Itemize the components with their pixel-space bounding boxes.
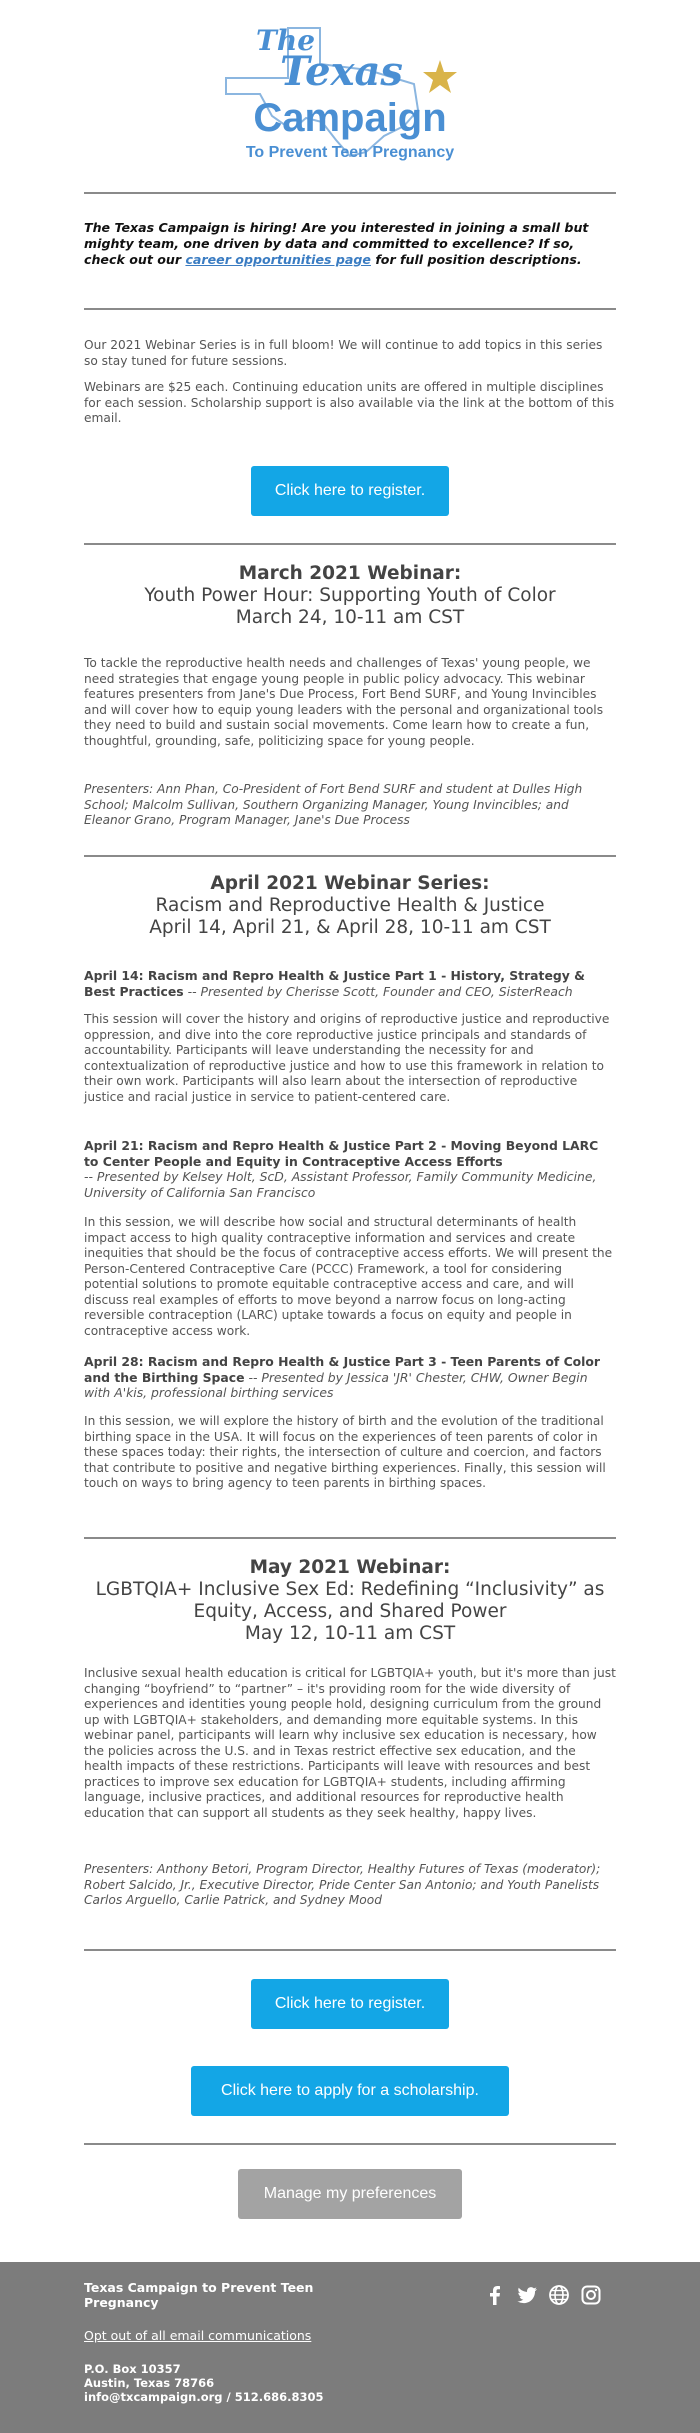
logo-the-text: The [256, 24, 316, 57]
april-date: April 14, April 21, & April 28, 10-11 am CST [149, 917, 551, 938]
texas-campaign-logo[interactable] [218, 18, 482, 168]
logo-tagline: To Prevent Teen Pregnancy [245, 144, 455, 161]
intro-paragraph-2: Webinars are $25 each. Continuing education units are offered in multiple disciplines for each session. Scholarship support is also available via the link at the bottom of this email. [84, 380, 615, 425]
divider [84, 543, 616, 545]
april-session-1-title [84, 968, 616, 999]
register-button-bottom[interactable]: Click here to register. [251, 1979, 449, 2029]
manage-preferences-button[interactable]: Manage my preferences [238, 2169, 462, 2219]
instagram-icon[interactable] [580, 2284, 602, 2306]
hiring-text-after: for full position descriptions. [370, 252, 582, 267]
twitter-icon[interactable] [516, 2284, 538, 2306]
divider [84, 1949, 616, 1951]
may-webinar-heading [84, 1557, 616, 1645]
divider [84, 308, 616, 310]
march-date: March 24, 10-11 am CST [235, 607, 465, 628]
may-presenters: Presenters: Anthony Betori, Program Director, Healthy Futures of Texas (moderator); Robert Salcido, Jr., Executive Director, Pride Center San Antonio; and Youth Panelists Carlos Arguello, Carlie Patrick, and Sydney Mood [84, 1862, 601, 1907]
may-heading: May 2021 Webinar: [249, 1557, 451, 1578]
scholarship-button[interactable]: Click here to apply for a scholarship. [191, 2066, 509, 2116]
footer-address [84, 2362, 324, 2404]
session-title: April 28: Racism and Repro Health & Justice Part 3 - Teen Parents of Color and the Birthing Space [84, 1354, 601, 1385]
logo-campaign-text: Campaign [253, 96, 447, 140]
intro-paragraph-1: Our 2021 Webinar Series is in full bloom! We will continue to add topics in this series so stay tuned for future sessions. [84, 338, 603, 368]
hiring-notice [84, 220, 616, 268]
may-description: Inclusive sexual health education is critical for LGBTQIA+ youth, but it's more than just changing “boyfriend” to “partner” – it's providing room for the wide diversity of experiences and identities young people hold, designing curriculum from the ground up with LGBTQIA+ stakeholders, and demanding more equitable systems. In this webinar panel, participants will learn why inclusive sex education is necessary, how the policies across the U.S. and in Texas restrict effective sex education, and the health impacts of these restrictions. Participants will leave with resources and best practices to improve sex education for LGBTQIA+ students, including affirming language, inclusive practices, and additional resources for reproductive health education that can support all students as they seek healthy, happy lives. [84, 1666, 616, 1820]
divider [84, 855, 616, 857]
april-webinar-heading [84, 873, 616, 939]
april-session-3-title [84, 1354, 616, 1401]
march-webinar-heading [84, 563, 616, 629]
april-session-2-description: In this session, we will describe how social and structural determinants of health impact access to high quality contraceptive information and services and create inequities that should be the focus of contraceptive access efforts. We will present the Person-Centered Contraceptive Care (PCCC) Framework, a tool for considering potential solutions to promote equitable contraceptive access and care, and will discuss real examples of efforts to move beyond a narrow focus on long-acting reversible contraception (LARC) uptake towards a focus on equity and people in contraceptive access work. [84, 1215, 613, 1338]
april-heading: April 2021 Webinar Series: [210, 873, 490, 894]
session-presenter: -- Presented by Cherisse Scott, Founder and CEO, SisterReach [183, 983, 573, 999]
session-title: April 21: Racism and Repro Health & Justice Part 2 - Moving Beyond LARC to Center People and Equity in Contraceptive Access Efforts [84, 1138, 599, 1169]
session-presenter: -- Presented by Kelsey Holt, ScD, Assistant Professor, Family Community Medicine, University of California San Francisco [84, 1169, 597, 1200]
divider [84, 2143, 616, 2145]
april-session-1-description: This session will cover the history and origins of reproductive justice and reproductive oppression, and dive into the core reproductive justice principals and standards of accountability. Participants will leave understanding the necessity for and contextualization of reproductive justice and how to use this framework in relation to their own work. Participants will also learn about the intersection of reproductive justice and racial justice in service to patient-centered care. [84, 1012, 610, 1104]
march-presenters: Presenters: Ann Phan, Co-President of Fort Bend SURF and student at Dulles High School; Malcolm Sullivan, Southern Organizing Manager, Young Invincibles; and Eleanor Grano, Program Manager, Jane's Due Process [84, 782, 583, 827]
divider [84, 192, 616, 194]
address-line-2: Austin, Texas 78766 [84, 2376, 215, 2390]
march-title: Youth Power Hour: Supporting Youth of Color [144, 585, 556, 606]
footer-org-name: Texas Campaign to Prevent Teen Pregnancy [84, 2280, 314, 2310]
april-session-3-description: In this session, we will explore the history of birth and the evolution of the traditional birthing space in the USA. It will focus on the experiences of teen parents of color in these spaces today: their rights, the intersection of culture and coercion, and factors that contribute to positive and negative birthing experiences. Finally, this session will touch on ways to bring agency to teen parents in birthing spaces. [84, 1414, 606, 1490]
march-heading: March 2021 Webinar: [238, 563, 462, 584]
register-button[interactable]: Click here to register. [251, 466, 449, 516]
footer [0, 2262, 700, 2433]
hiring-text: The Texas Campaign is hiring! Are you interested in joining a small but mighty team, one driven by data and committed to excellence? If so, check out our [84, 220, 589, 267]
logo-texas-text: Texas [280, 48, 403, 95]
session-presenter: -- Presented by Jessica 'JR' Chester, CHW, Owner Begin with A'kis, professional birthing services [84, 1369, 588, 1400]
career-opportunities-link[interactable]: career opportunities page [185, 252, 371, 267]
march-description: To tackle the reproductive health needs and challenges of Texas' young people, we need strategies that engage young people in public policy advocacy. This webinar features presenters from Jane's Due Process, Fort Bend SURF, and Young Invincibles and will cover how to equip young leaders with the personal and organizational tools they need to build and sustain social movements. Come learn how to create a fun, thoughtful, grounding, safe, politicizing space for young people. [84, 656, 604, 748]
session-title: April 14: Racism and Repro Health & Justice Part 1 - History, Strategy & Best Practices [84, 968, 585, 999]
address-line-1: P.O. Box 10357 [84, 2362, 181, 2376]
globe-icon[interactable] [548, 2284, 570, 2306]
april-title: Racism and Reproductive Health & Justice [155, 895, 545, 916]
may-title: LGBTQIA+ Inclusive Sex Ed: Redefining “Inclusivity” as Equity, Access, and Shared Power [95, 1579, 605, 1622]
may-date: May 12, 10-11 am CST [244, 1623, 456, 1644]
divider [84, 1537, 616, 1539]
contact-line: info@txcampaign.org / 512.686.8305 [84, 2390, 324, 2404]
april-session-2-title [84, 1138, 616, 1200]
opt-out-link[interactable]: Opt out of all email communications [84, 2328, 312, 2343]
facebook-icon[interactable] [484, 2284, 506, 2306]
